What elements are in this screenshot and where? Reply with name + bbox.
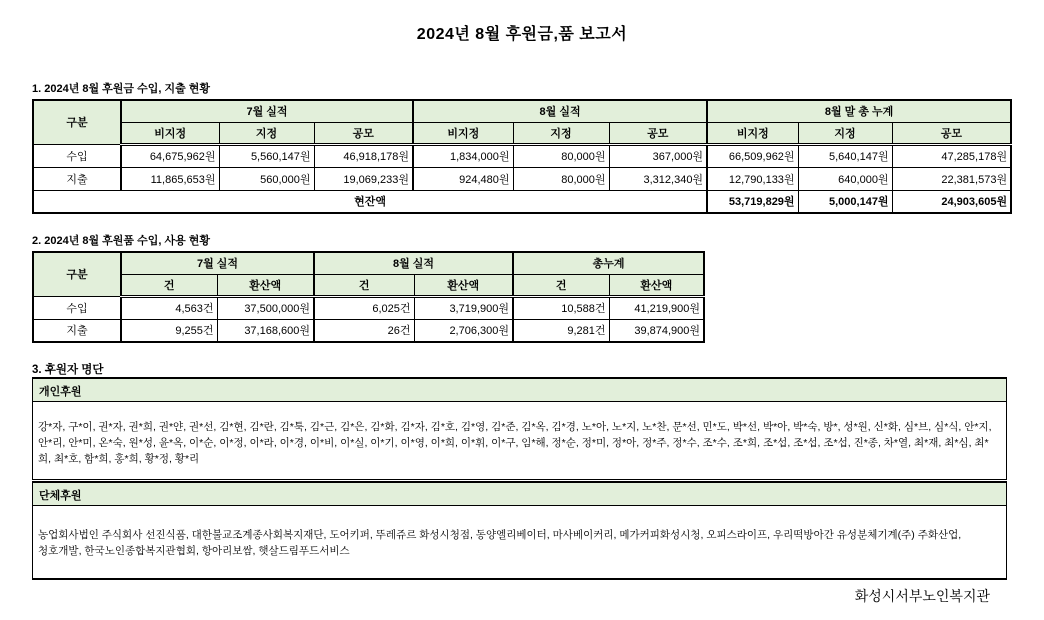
sub-header: 건	[513, 274, 609, 296]
table-row-balance	[33, 190, 1011, 213]
table-row-income	[33, 144, 1011, 167]
donation-money-table	[32, 99, 1012, 214]
cell-value: 11,865,653원	[121, 167, 219, 190]
cell-value: 10,588건	[513, 296, 609, 319]
cell-value: 3,312,340원	[609, 167, 707, 190]
col-group-july: 7월 실적	[121, 252, 314, 274]
cell-value: 19,069,233원	[314, 167, 413, 190]
cell-value: 9,255건	[121, 319, 217, 342]
cell-value: 46,918,178원	[314, 144, 413, 167]
sub-header: 공모	[892, 122, 1011, 144]
row-label: 지출	[33, 167, 121, 190]
sub-header: 비지정	[121, 122, 219, 144]
cell-value: 64,675,962원	[121, 144, 219, 167]
col-group-cumulative: 8월 말 총 누계	[707, 100, 1011, 122]
cell-value: 80,000원	[513, 144, 609, 167]
sub-header: 환산액	[609, 274, 704, 296]
cell-value: 6,025건	[314, 296, 414, 319]
sub-header: 환산액	[217, 274, 314, 296]
cell-value: 39,874,900원	[609, 319, 704, 342]
col-group-august: 8월 실적	[314, 252, 513, 274]
cell-value: 560,000원	[219, 167, 314, 190]
cell-value: 640,000원	[798, 167, 892, 190]
organization-donors-box	[32, 481, 1007, 580]
cell-value: 924,480원	[413, 167, 513, 190]
cell-value: 22,381,573원	[892, 167, 1011, 190]
col-header-category: 구분	[33, 100, 121, 144]
page-title: 2024년 8월 후원금,품 보고서	[416, 26, 628, 43]
sub-header: 지정	[798, 122, 892, 144]
sub-header: 건	[314, 274, 414, 296]
cell-value: 2,706,300원	[414, 319, 513, 342]
footer-organization-name: 화성시서부노인복지관	[854, 588, 990, 604]
organization-donors-header: 단체후원	[33, 483, 1006, 506]
cell-value: 9,281건	[513, 319, 609, 342]
sub-header: 공모	[609, 122, 707, 144]
col-group-august: 8월 실적	[413, 100, 707, 122]
individual-donors-header: 개인후원	[33, 379, 1006, 402]
cell-value: 5,560,147원	[219, 144, 314, 167]
row-label: 지출	[33, 319, 121, 342]
table-row-expense	[33, 319, 704, 342]
table-row-expense	[33, 167, 1011, 190]
cell-value: 5,640,147원	[798, 144, 892, 167]
section2-heading: 2. 2024년 8월 후원품 수입, 사용 현황	[32, 235, 211, 247]
donation-goods-table	[32, 251, 705, 343]
sub-header: 건	[121, 274, 217, 296]
sub-header: 공모	[314, 122, 413, 144]
table-row-income	[33, 296, 704, 319]
sub-header: 비지정	[707, 122, 798, 144]
cell-value: 367,000원	[609, 144, 707, 167]
col-header-category: 구분	[33, 252, 121, 296]
cell-value: 41,219,900원	[609, 296, 704, 319]
section1-heading: 1. 2024년 8월 후원금 수입, 지출 현황	[32, 83, 211, 95]
balance-value: 5,000,147원	[798, 190, 892, 213]
col-group-total: 총누계	[513, 252, 704, 274]
cell-value: 66,509,962원	[707, 144, 798, 167]
sub-header: 지정	[513, 122, 609, 144]
cell-value: 47,285,178원	[892, 144, 1011, 167]
cell-value: 37,500,000원	[217, 296, 314, 319]
cell-value: 3,719,900원	[414, 296, 513, 319]
sub-header: 환산액	[414, 274, 513, 296]
sub-header: 비지정	[413, 122, 513, 144]
individual-donors-names: 강*자, 구*이, 권*자, 권*희, 권*얀, 권*선, 김*현, 김*란, 김*툭, 김*근, 김*은, 김*화, 김*자, 김*호, 김*영, 김*준, 김*옥, 김*경, 노*아, 노*지, 노*찬, 문*선, 민*도, 박*선, 박*아, 박*숙, 방*, 성*원, 신*화, 심*브, 심*식, 안*지, 안*리, 안*미, 온*숙, 원*성, 윤*옥, 이*순, 이*정, 이*라, 이*경, 이*비, 이*실, 이*기, 이*영, 이*희, 이*휘, 이*구, 임*해, 정*순, 정*미, 정*아, 정*주, 정*수, 조*수, 조*희, 조*섭, 조*섭, 조*섭, 진*종, 차*열, 최*재, 최*심, 최*희, 최*호, 함*희, 홍*희, 황*정, 황*리	[38, 421, 992, 465]
cell-value: 12,790,133원	[707, 167, 798, 190]
row-label: 수입	[33, 296, 121, 319]
balance-value: 24,903,605원	[892, 190, 1011, 213]
col-group-july: 7월 실적	[121, 100, 413, 122]
individual-donors-box	[32, 377, 1007, 480]
balance-label: 현잔액	[33, 190, 707, 213]
cell-value: 26건	[314, 319, 414, 342]
cell-value: 80,000원	[513, 167, 609, 190]
section3-heading: 3. 후원자 명단	[32, 364, 104, 376]
row-label: 수입	[33, 144, 121, 167]
sub-header: 지정	[219, 122, 314, 144]
balance-value: 53,719,829원	[707, 190, 798, 213]
cell-value: 4,563건	[121, 296, 217, 319]
cell-value: 37,168,600원	[217, 319, 314, 342]
organization-donors-names: 농업회사법인 주식회사 선진식품, 대한불교조계종사회복지재단, 도어키퍼, 뚜레쥬르 화성시청점, 동양엘리베이터, 마사베이커리, 메가커피화성시청, 오피스라이프, 우리떡방아간 유성분체기계(주) 주화산업, 청호개발, 한국노인종합복지관협회, 항아리보쌈, 햇살드림푸드서비스	[38, 529, 962, 557]
cell-value: 1,834,000원	[413, 144, 513, 167]
